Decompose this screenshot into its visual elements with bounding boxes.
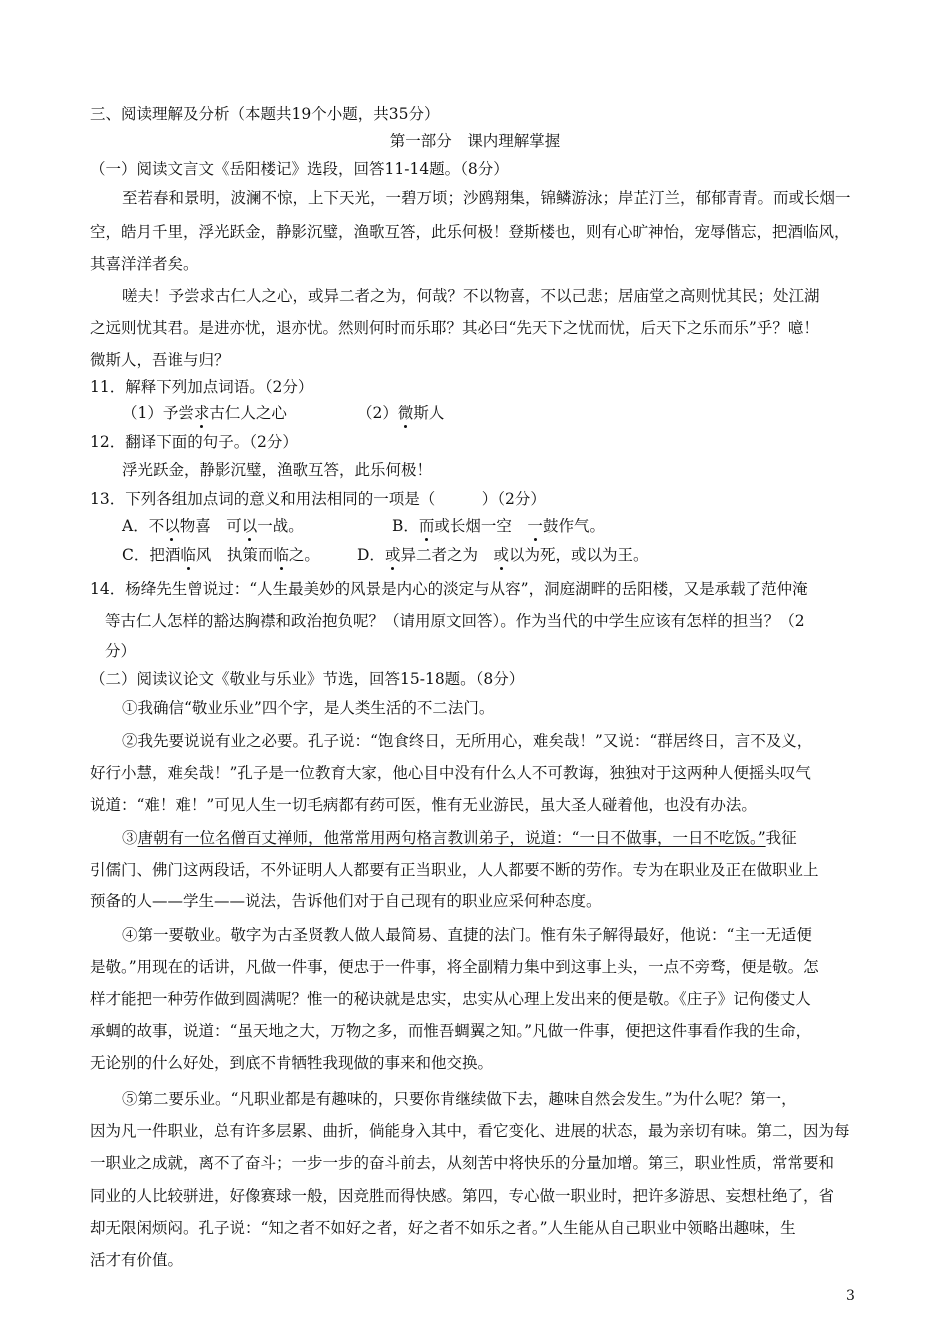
essay-line: 是敬。”用现在的话讲，凡做一件事，便忠于一件事，将全副精力集中到这事上头，一点不旁骛，便是敬。怎 (90, 958, 819, 976)
question-14: 14．杨绛先生曾说过：“人生最美妙的风景是内心的淡定与从容”，洞庭湖畔的岳阳楼，又是承载了范仲淹 (90, 580, 808, 598)
essay-line: 同业的人比较骈进，好像赛球一般，因竞胜而得快感。第四，专心做一职业时，把许多游思、妄想杜绝了，省 (90, 1187, 835, 1205)
dotted-word: 以 (241, 517, 258, 535)
dotted-word: 而 (418, 517, 435, 535)
option-text: C．把酒 (122, 546, 181, 564)
section-title: 三、阅读理解及分析（本题共19个小题，共35分） (90, 105, 440, 123)
passage-line: 微斯人，吾谁与归？ (90, 351, 230, 369)
question-11-item-1 (122, 403, 287, 423)
question-11-item-2 (357, 403, 444, 423)
passage-line: 至若春和景明，波澜不惊，上下天光，一碧万顷；沙鸥翔集，锦鳞游泳；岸芷汀兰，郁郁青青。而或长烟一 (122, 189, 851, 207)
essay-line: 无论别的什么好处，到底不肯牺牲我现做的事来和他交换。 (90, 1054, 494, 1072)
dotted-word: 一 (527, 517, 543, 535)
essay-line: 承蜩的故事，说道：“虽天地之大，万物之多，而惟吾蜩翼之知。”凡做一件事，便把这件事看作我的生命， (90, 1022, 812, 1040)
question-14-line: 分） (105, 642, 137, 660)
dotted-word: 或 (384, 546, 401, 564)
option-text: 之。 (288, 546, 320, 564)
option-a (122, 516, 304, 536)
option-text: 风 执策而 (195, 546, 274, 564)
option-b (392, 516, 605, 536)
option-text: 一战。 (257, 517, 304, 535)
dotted-word: 以 (164, 517, 180, 535)
option-text: 以为死，或以为王。 (508, 546, 649, 564)
essay-line: 引儒门、佛门这两段话，不外证明人人都要有正当职业，人人都要不断的劳作。专为在职业及正在做职业上 (90, 861, 819, 879)
paragraph-number: ③ (122, 829, 138, 847)
essay-line: 因为凡一件职业，总有许多层累、曲折，倘能身入其中，看它变化、进展的状态，最为亲切有味。第二，因为每 (90, 1122, 850, 1140)
question-13: 13．下列各组加点词的意义和用法相同的一项是（ ）（2分） (90, 490, 546, 508)
question-11: 11．解释下列加点词语。（2分） (90, 378, 314, 396)
essay-paragraph-3 (122, 828, 797, 848)
essay-line: 好行小慧，难矣哉！”孔子是一位教育大家，他心目中没有什么人不可教诲，独独对于这两种人便摇头叹气 (90, 764, 811, 782)
part1-heading: （一）阅读文言文《岳阳楼记》选段，回答11-14题。（8分） (90, 160, 509, 178)
essay-line: 却无限闲烦闷。孔子说：“知之者不如好之者，好之者不如乐之者。”人生能从自己职业中领略出趣味，生 (90, 1219, 796, 1237)
essay-line: 样才能把一种劳作做到圆满呢？惟一的秘诀就是忠实，忠实从心理上发出来的便是敬。《庄子》记佝偻丈人 (90, 990, 811, 1008)
item-text: （2） (357, 404, 398, 422)
item-text: 古仁人之心 (209, 404, 287, 422)
option-text: 鼓作气。 (542, 517, 605, 535)
question-14-line: 等古仁人怎样的豁达胸襟和政治抱负呢？（请用原文回答）。作为当代的中学生应该有怎样的担当？（2 (105, 612, 805, 630)
part-title: 第一部分 课内理解掌握 (389, 132, 561, 150)
passage-line: 空，皓月千里，浮光跃金，静影沉璧，渔歌互答，此乐何极！登斯楼也，则有心旷神怡，宠辱偕忘，把酒临风， (90, 223, 850, 241)
essay-paragraph-1: ①我确信“敬业乐业”四个字，是人类生活的不二法门。 (122, 699, 495, 717)
option-text: 物喜 可 (179, 517, 242, 535)
dotted-word: 求 (193, 404, 210, 422)
option-text: B． (392, 517, 419, 535)
part2-heading: （二）阅读议论文《敬业与乐业》节选，回答15-18题。（8分） (90, 670, 525, 688)
passage-line: 嗟夫！予尝求古仁人之心，或异二者之为，何哉？不以物喜，不以己悲；居庙堂之高则忧其民；处江湖 (122, 287, 820, 305)
underlined-sentence: 唐朝有一位名僧百丈禅师，他常常用两句格言教训弟子，说道：“一日不做事，一日不吃饭。” (137, 829, 766, 847)
option-text: 或长烟一空 (434, 517, 528, 535)
essay-paragraph-4: ④第一要敬业。敬字为古圣贤教人做人最简易、直捷的法门。惟有朱子解得最好，他说：“主一无适便 (122, 926, 812, 944)
essay-line: 预备的人——学生——说法，告诉他们对于自己现有的职业应采何种态度。 (90, 892, 602, 910)
dotted-word: 临 (273, 546, 289, 564)
item-text: （1）予尝 (122, 404, 194, 422)
essay-text: 我征 (765, 829, 797, 847)
question-12-sentence: 浮光跃金，静影沉璧，渔歌互答，此乐何极！ (122, 461, 433, 479)
item-text: 斯人 (413, 404, 445, 422)
essay-line: 活才有价值。 (90, 1251, 184, 1269)
dotted-word: 微 (397, 404, 414, 422)
option-c (122, 545, 320, 565)
option-text: D． (357, 546, 385, 564)
question-12: 12．翻译下面的句子。（2分） (90, 433, 298, 451)
essay-line: 说道：“难！难！”可见人生一切毛病都有药可医，惟有无业游民，虽大圣人碰着他，也没有办法。 (90, 796, 757, 814)
essay-paragraph-2: ②我先要说说有业之必要。孔子说：“饱食终日，无所用心，难矣哉！”又说：“群居终日，言不及义， (122, 732, 813, 750)
essay-line: 一职业之成就，离不了奋斗；一步一步的奋斗前去，从刻苦中将快乐的分量加增。第三，职业性质，常常要和 (90, 1154, 835, 1172)
option-text: 异二者之为 (400, 546, 494, 564)
option-d (357, 545, 649, 565)
dotted-word: 临 (180, 546, 196, 564)
passage-line: 其喜洋洋者矣。 (90, 255, 199, 273)
option-text: A．不 (122, 517, 165, 535)
dotted-word: 或 (493, 546, 509, 564)
page-number: 3 (846, 1288, 855, 1304)
essay-paragraph-5: ⑤第二要乐业。“凡职业都是有趣味的，只要你肯继续做下去，趣味自然会发生。”为什么呢？第一， (122, 1090, 797, 1108)
passage-line: 之远则忧其君。是进亦忧，退亦忧。然则何时而乐耶？其必曰“先天下之忧而忧，后天下之乐而乐”乎？噫！ (90, 319, 819, 337)
